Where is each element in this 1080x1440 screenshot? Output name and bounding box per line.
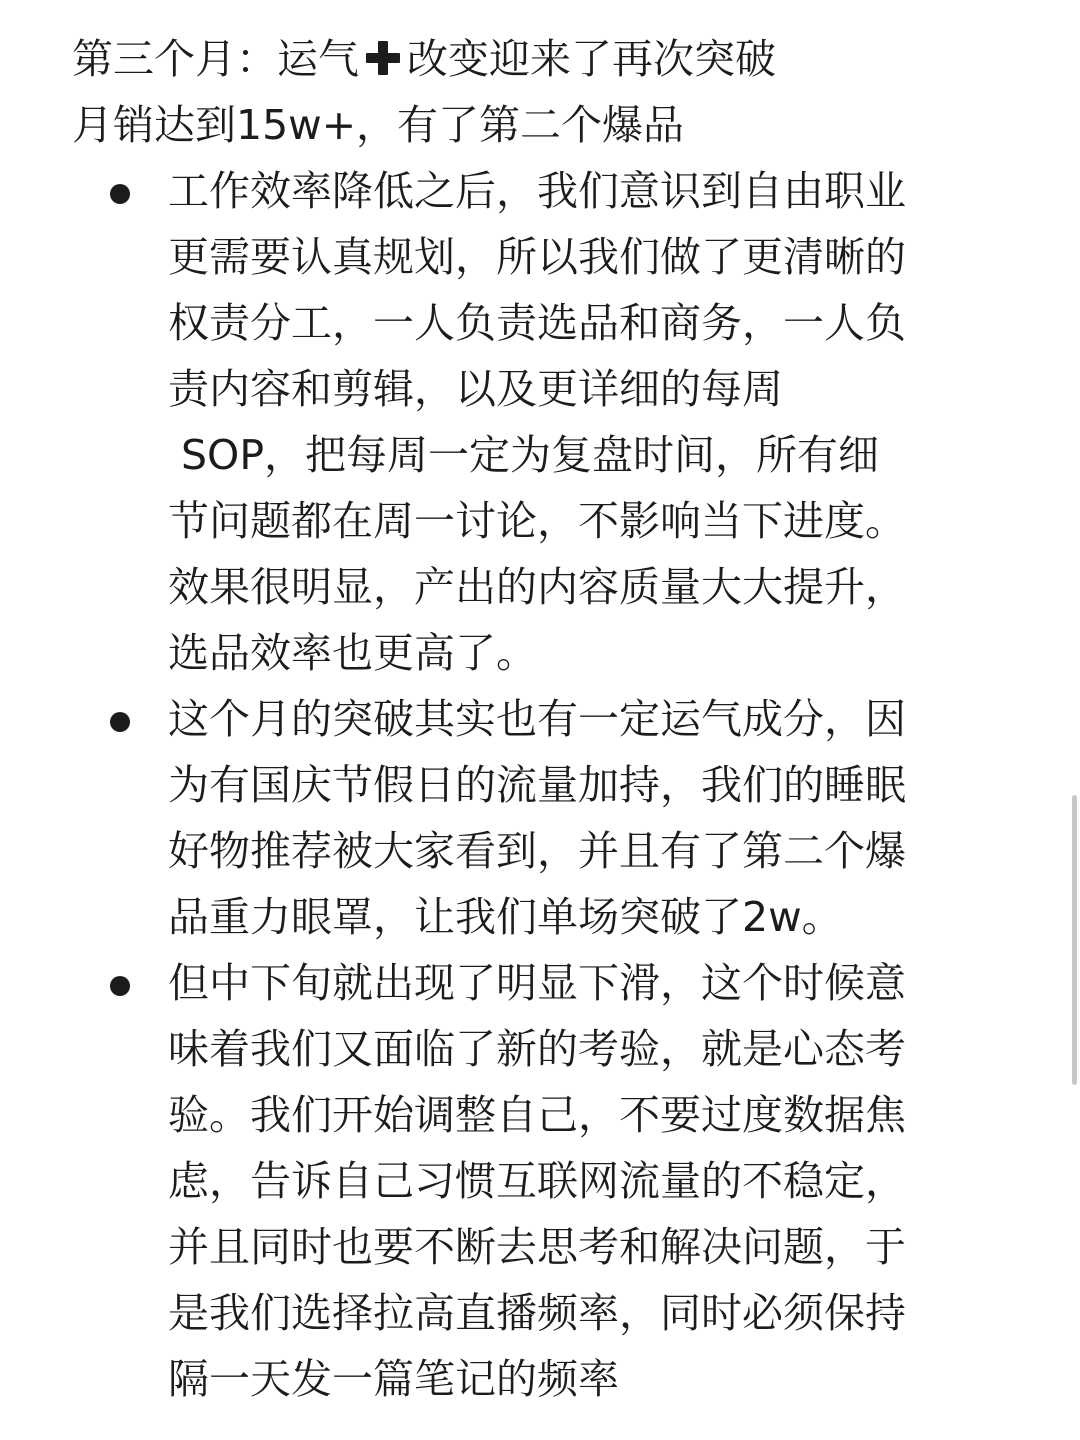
bullet-line: 但中下旬就出现了明显下滑，这个时候意 (168, 959, 906, 1007)
bullet-line: 是我们选择拉高直播频率，同时必须保持 (168, 1289, 906, 1337)
bullet-line: 工作效率降低之后，我们意识到自由职业 (168, 167, 906, 215)
bullet-dot-icon (110, 976, 130, 996)
bullet-line: 节问题都在周一讨论，不影响当下进度。 (168, 497, 906, 545)
bullet-line: SOP，把每周一定为复盘时间，所有细 (168, 431, 880, 479)
bullet-line: 虑，告诉自己习惯互联网流量的不稳定， (168, 1157, 906, 1205)
heavy-plus-icon (363, 38, 403, 78)
bullet-line: 责内容和剪辑，以及更详细的每周 (168, 365, 783, 413)
bullet-line: 验。我们开始调整自己，不要过度数据焦 (168, 1091, 906, 1139)
note-body (72, 26, 1022, 1412)
bullet-line: 效果很明显，产出的内容质量大大提升， (168, 563, 906, 611)
bullet-line: 隔一天发一篇笔记的频率 (168, 1355, 619, 1403)
page-title (72, 26, 1022, 92)
scrollbar[interactable] (1072, 795, 1077, 1085)
subtitle: 月销达到15w+，有了第二个爆品 (72, 101, 685, 149)
bullet-line: 为有国庆节假日的流量加持，我们的睡眠 (168, 761, 906, 809)
bullet-line: 品重力眼罩，让我们单场突破了2w。 (168, 893, 843, 941)
title-prefix: 第三个月：运气 (72, 35, 359, 83)
bullet-item (72, 158, 1022, 686)
bullet-dot-icon (110, 712, 130, 732)
bullet-list (72, 158, 1022, 1412)
bullet-line: 味着我们又面临了新的考验，就是心态考 (168, 1025, 906, 1073)
bullet-item (72, 950, 1022, 1412)
bullet-line: 更需要认真规划，所以我们做了更清晰的 (168, 233, 906, 281)
bullet-item (72, 686, 1022, 950)
bullet-line: 权责分工，一人负责选品和商务，一人负 (168, 299, 906, 347)
bullet-line: 好物推荐被大家看到，并且有了第二个爆 (168, 827, 906, 875)
bullet-dot-icon (110, 184, 130, 204)
bullet-line: 并且同时也要不断去思考和解决问题，于 (168, 1223, 906, 1271)
bullet-line: 这个月的突破其实也有一定运气成分，因 (168, 695, 906, 743)
title-suffix: 改变迎来了再次突破 (407, 35, 776, 83)
bullet-line: 选品效率也更高了。 (168, 629, 537, 677)
